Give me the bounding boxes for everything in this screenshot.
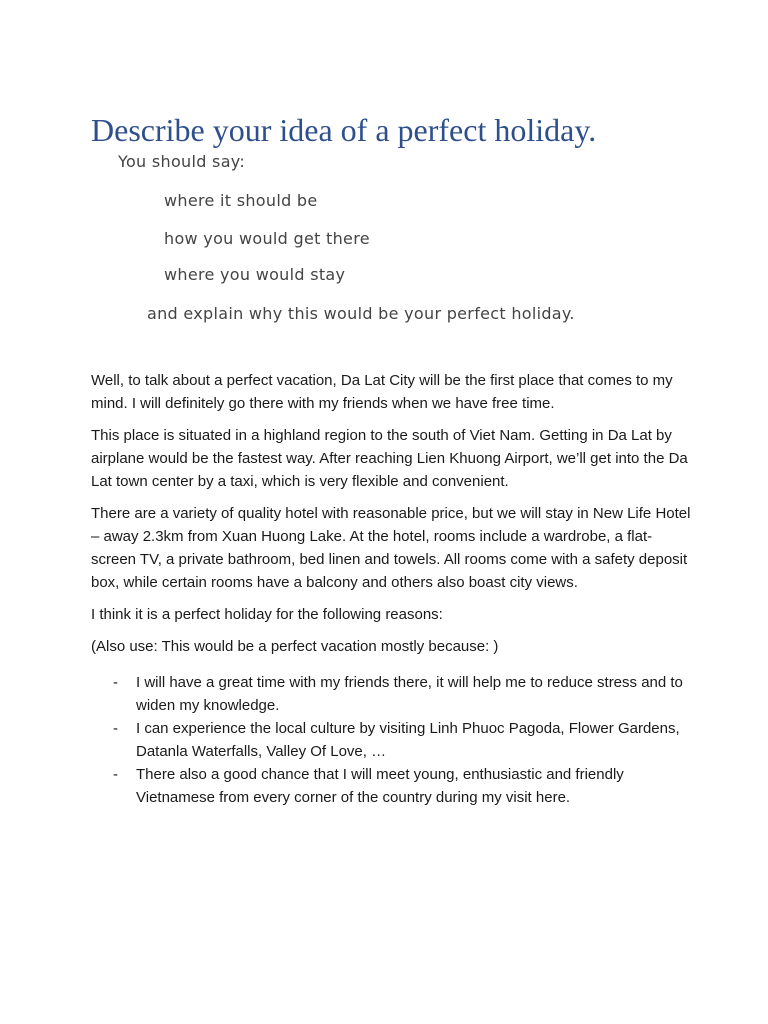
reasons-list [91, 671, 691, 809]
list-item [91, 763, 691, 809]
prompt-closing: and explain why this would be your perfect holiday. [147, 304, 575, 323]
list-item-text: I can experience the local culture by visiting Linh Phuoc Pagoda, Flower Gardens, Datanla Waterfalls, Valley Of Love, … [136, 720, 680, 760]
answer-paragraph: Well, to talk about a perfect vacation, Da Lat City will be the first place that comes to my mind. I will definitely go there with my friends when we have free time. [91, 372, 673, 412]
bullet-dash: - [113, 766, 118, 783]
bullet-dash: - [113, 720, 118, 737]
answer-paragraph: I think it is a perfect holiday for the following reasons: [91, 606, 443, 623]
answer-paragraph: There are a variety of quality hotel with reasonable price, but we will stay in New Life Hotel – away 2.3km from Xuan Huong Lake. At the hotel, rooms include a wardrobe, a flat-screen TV, a private bathroom, bed linen and towels. All rooms come with a safety deposit box, while certain rooms have a balcony and others also boast city views. [91, 505, 691, 591]
prompt-cue: how you would get there [164, 229, 370, 248]
answer-paragraph: This place is situated in a highland region to the south of Viet Nam. Getting in Da Lat by airplane would be the fastest way. After reaching Lien Khuong Airport, we’ll get into the Da Lat town center by a taxi, which is very flexible and convenient. [91, 427, 688, 490]
list-item-text: There also a good chance that I will meet young, enthusiastic and friendly Vietnamese from every corner of the country during my visit here. [136, 766, 624, 806]
list-item [91, 671, 691, 717]
sample-answer [91, 369, 691, 809]
prompt-cue: where you would stay [164, 265, 346, 284]
prompt-intro: You should say: [118, 152, 246, 171]
prompt-cue: where it should be [164, 191, 318, 210]
page-title: Describe your idea of a perfect holiday. [91, 112, 597, 148]
list-item [91, 717, 691, 763]
answer-paragraph: (Also use: This would be a perfect vacation mostly because: ) [91, 638, 499, 655]
list-item-text: I will have a great time with my friends there, it will help me to reduce stress and to widen my knowledge. [136, 674, 683, 714]
bullet-dash: - [113, 674, 118, 691]
